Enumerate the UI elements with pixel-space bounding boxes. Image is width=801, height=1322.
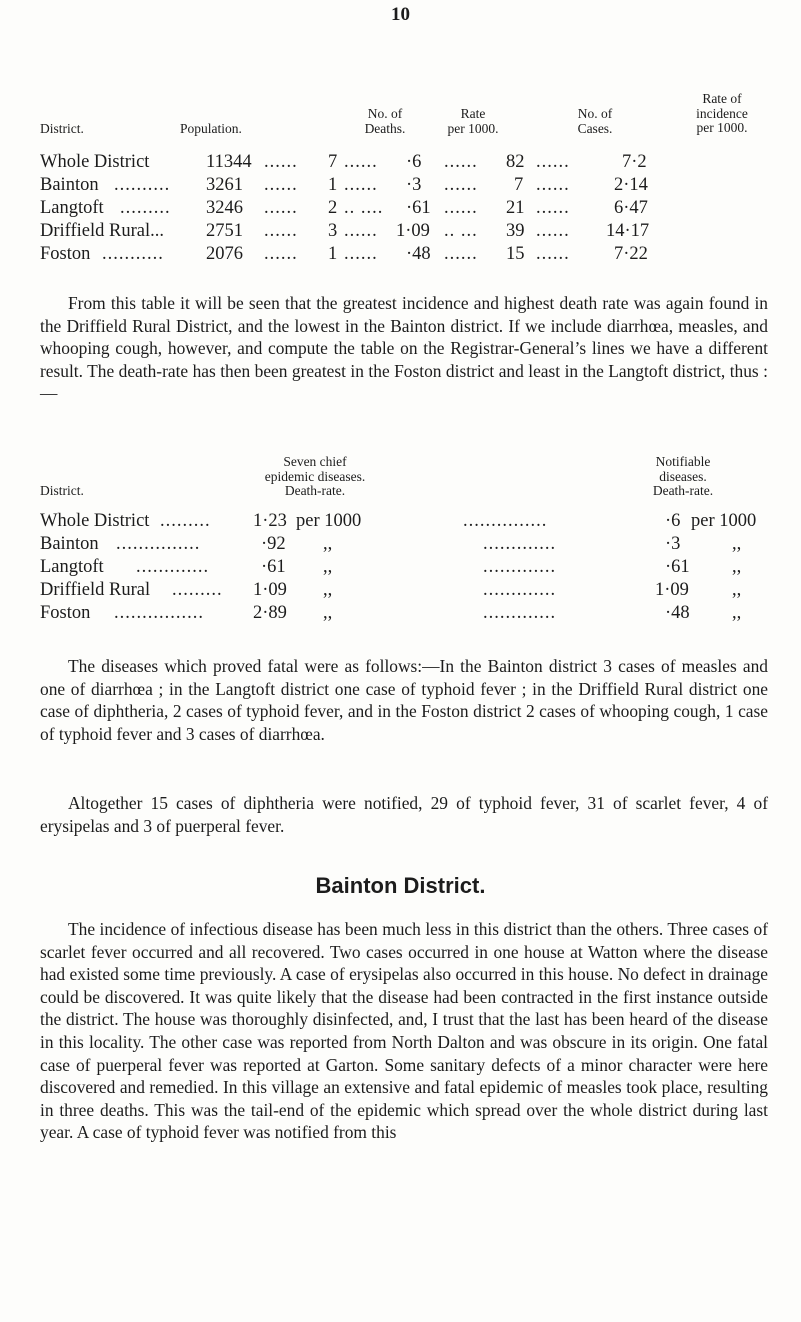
t2-header-district: District. <box>40 483 84 498</box>
table-row: Driffield Rural ......... 1·09 ,, ............. 1·09 ,, <box>40 580 742 600</box>
t2-header-notifiable: Notifiable diseases. Death-rate. <box>652 454 714 498</box>
table-row: Bainton .......... 3261 ...... 1 ...... ·3 ...... 7 ...... 2·14 <box>40 175 648 195</box>
t1-header-rate: Rate per 1000. <box>447 106 499 136</box>
table-row: Foston ................ 2·89 ,, ............. ·48 ,, <box>40 603 742 623</box>
table-row: Foston ........... 2076 ...... 1 ...... ·48 ...... 15 ...... 7·22 <box>40 244 648 264</box>
table-row: Driffield Rural... 2751 ...... 3 ...... 1·09 .. ... 39 ...... 14·17 <box>40 221 650 241</box>
table-row: Whole District 11344 ...... 7 ...... ·6 ...... 82 ...... 7·2 <box>40 152 647 172</box>
paragraph-1: From this table it will be seen that the greatest incidence and highest death rate was again found in the Driffield Rural District, and the lowest in the Bainton district. If we include diarrhœa, measles, and whooping cough, however, and compute the table on the Registrar-General’s lines we have a different result. The death-rate has then been greatest in the Foston district and least in the Langtoft district, thus :— <box>40 293 768 404</box>
paragraph-2: The diseases which proved fatal were as follows:—In the Bainton district 3 cases of measles and one of diarrhœa ; in the Langtoft district one case of typhoid fever ; in the Driffield Rural district one case of diphtheria, 2 cases of typhoid fever, and in the Foston district 2 cases of whooping cough, 1 case of typhoid fever and 3 cases of diarrhœa. <box>40 656 768 744</box>
table-row: Bainton ............... ·92 ,, ............. ·3 ,, <box>40 534 742 554</box>
t1-header-deaths: No. of Deaths. <box>364 106 406 136</box>
table-row: Langtoft ............. ·61 ,, ............. ·61 ,, <box>40 557 742 577</box>
table-row: Langtoft ......... 3246 ...... 2 .. .... ·61 ...... 21 ...... 6·47 <box>40 198 648 218</box>
section-heading: Bainton District. <box>315 873 486 898</box>
t1-header-population: Population. <box>180 121 242 136</box>
t1-header-incidence: Rate of incidence per 1000. <box>696 91 748 135</box>
page-number: 10 <box>391 4 410 25</box>
t2-header-epidemic: Seven chief epidemic diseases. Death-rate. <box>264 454 366 498</box>
t1-header-district: District. <box>40 121 84 136</box>
paragraph-4: The incidence of infectious disease has been much less in this district than the others. Three cases of scarlet fever occurred and all recovered. Two cases occurred in one house at Watton where the disease had existed some time previously. A case of erysipelas also occurred in this house. No defect in drainage could be discovered. It was quite likely that the disease had been contracted in the first instance outside the district. The house was thoroughly disinfected, and, I trust that the last has been heard of the disease in this locality. The other case was reported from North Dalton and was obscure in its origin. One fatal case of puerperal fever was reported at Garton. Some sanitary defects of a minor character were here discovered and remedied. In this village an extensive and fatal epidemic of measles took place, resulting in three deaths. This was the tail-end of the epidemic which spread over the whole district during last year. A case of typhoid fever was notified from this <box>40 919 768 1143</box>
t1-header-cases: No. of Cases. <box>577 106 613 136</box>
paragraph-3: Altogether 15 cases of diphtheria were notified, 29 of typhoid fever, 31 of scarlet fever, 4 of erysipelas and 3 of puerperal fever. <box>40 793 768 836</box>
table-row: Whole District ......... 1·23 per 1000 ............... ·6 per 1000 <box>40 511 757 531</box>
